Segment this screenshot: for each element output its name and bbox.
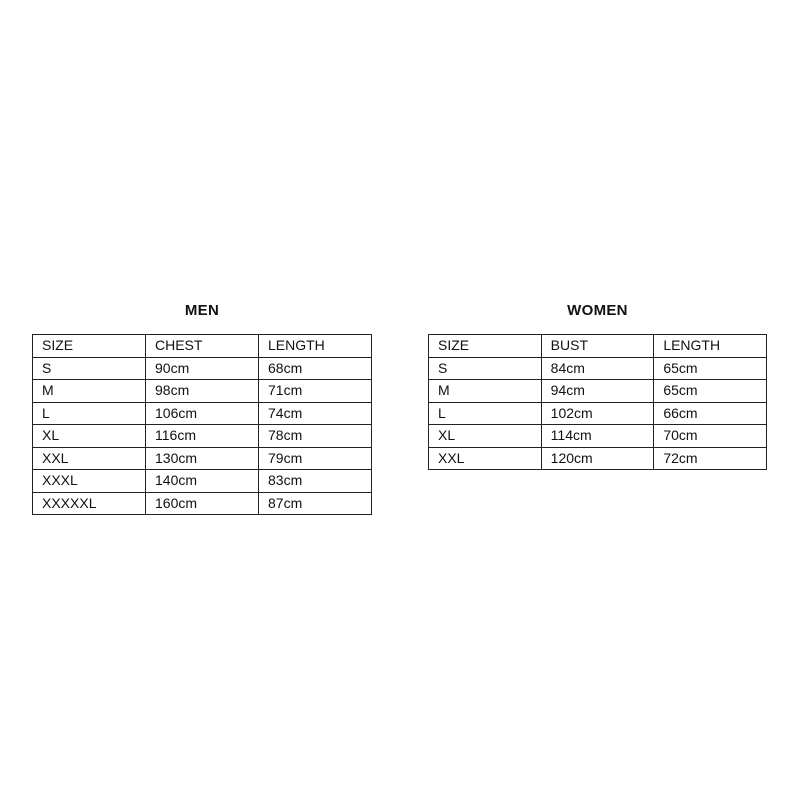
chest-cell: 106cm [146,402,259,425]
bust-cell: 84cm [541,357,654,380]
length-cell: 83cm [259,470,372,493]
size-cell: XL [33,425,146,448]
column-header-size: SIZE [429,335,542,358]
table-row [33,357,372,380]
length-cell: 66cm [654,402,767,425]
length-cell: 72cm [654,447,767,470]
table-row [429,380,767,403]
women-size-chart [428,300,767,470]
size-cell: XXL [33,447,146,470]
length-cell: 78cm [259,425,372,448]
length-cell: 79cm [259,447,372,470]
size-cell: XXXL [33,470,146,493]
length-cell: 65cm [654,357,767,380]
chest-cell: 130cm [146,447,259,470]
size-cell: XXL [429,447,542,470]
women-chart-title: WOMEN [567,302,628,319]
size-cell: M [33,380,146,403]
size-cell: XXXXXL [33,492,146,515]
table-row [33,492,372,515]
length-cell: 65cm [654,380,767,403]
bust-cell: 94cm [541,380,654,403]
men-size-table [32,334,372,515]
table-row [429,402,767,425]
chest-cell: 160cm [146,492,259,515]
table-row [33,402,372,425]
size-cell: L [429,402,542,425]
column-header-chest: CHEST [146,335,259,358]
column-header-bust: BUST [541,335,654,358]
chest-cell: 116cm [146,425,259,448]
length-cell: 68cm [259,357,372,380]
column-header-length: LENGTH [654,335,767,358]
size-cell: L [33,402,146,425]
men-chart-title: MEN [184,302,220,319]
table-header-row [429,335,767,358]
column-header-size: SIZE [33,335,146,358]
table-header-row [33,335,372,358]
table-row [429,357,767,380]
chest-cell: 140cm [146,470,259,493]
table-row [429,447,767,470]
bust-cell: 102cm [541,402,654,425]
length-cell: 87cm [259,492,372,515]
length-cell: 70cm [654,425,767,448]
column-header-length: LENGTH [259,335,372,358]
length-cell: 74cm [259,402,372,425]
table-row [33,470,372,493]
bust-cell: 114cm [541,425,654,448]
size-cell: S [33,357,146,380]
size-cell: M [429,380,542,403]
size-cell: S [429,357,542,380]
chest-cell: 98cm [146,380,259,403]
women-size-table [428,334,767,470]
table-row [33,425,372,448]
chest-cell: 90cm [146,357,259,380]
bust-cell: 120cm [541,447,654,470]
size-cell: XL [429,425,542,448]
length-cell: 71cm [259,380,372,403]
table-row [429,425,767,448]
table-row [33,380,372,403]
men-size-chart [32,300,372,515]
table-row [33,447,372,470]
